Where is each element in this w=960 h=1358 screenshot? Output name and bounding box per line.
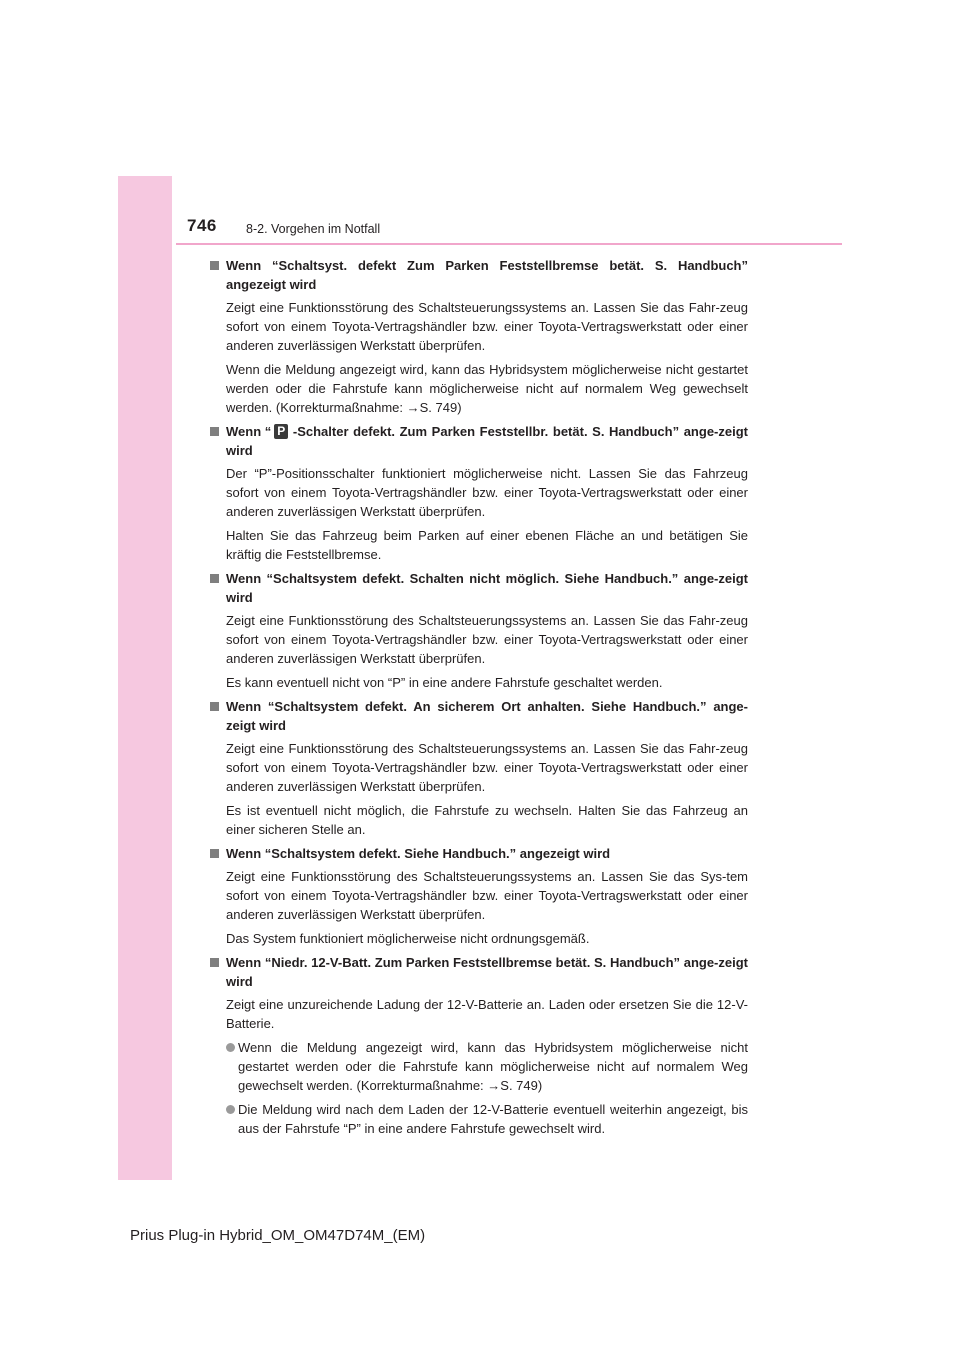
chapter-sidebar-tab — [118, 176, 172, 1180]
square-bullet-icon — [210, 261, 219, 270]
page-number: 746 — [187, 216, 217, 235]
header-divider — [176, 243, 842, 245]
round-bullet-icon — [226, 1043, 235, 1052]
page-content — [210, 256, 748, 1143]
square-bullet-icon — [210, 849, 219, 858]
paragraph: Zeigt eine Funktionsstörung des Schaltsteuerungssystems an. Lassen Sie das Sys-tem sofort von einem Toyota-Vertragshändler bzw. einer Toyota-Vertragswerkstatt oder einer anderen zuverlässigen Werkstatt überprüfen. — [226, 869, 748, 922]
paragraph: Zeigt eine unzureichende Ladung der 12-V-Batterie an. Laden oder ersetzen Sie die 12-V-Batterie. — [226, 997, 748, 1031]
list-item: Wenn die Meldung angezeigt wird, kann das Hybridsystem möglicherweise nicht gestartet werden oder die Fahrstufe kann möglicherweise nicht auf normalem Weg gewechselt werden. (Korrekturmaßnahme: →S. 749) — [226, 1038, 748, 1095]
paragraph: Es ist eventuell nicht möglich, die Fahrstufe zu wechseln. Halten Sie das Fahrzeug an einer sicheren Stelle an. — [226, 803, 748, 837]
section-stop-at-safe-place — [210, 697, 748, 839]
section-shift-system-defect — [210, 844, 748, 948]
section-title: 8-2. Vorgehen im Notfall — [246, 222, 381, 236]
footer-model-code: Prius Plug-in Hybrid_OM_OM47D74M_(EM) — [130, 1227, 426, 1244]
section-low-12v-battery — [210, 953, 748, 1138]
round-bullet-icon — [226, 1105, 235, 1114]
section-p-switch-malfunction — [210, 422, 748, 564]
list-item: Die Meldung wird nach dem Laden der 12-V-Batterie eventuell weiterhin angezeigt, bis aus der Fahrstufe “P” in eine andere Fahrstufe gewechselt wird. — [226, 1100, 748, 1138]
paragraph: Wenn die Meldung angezeigt wird, kann das Hybridsystem möglicherweise nicht gestartet werden oder die Fahrstufe kann möglicherweise nicht auf normalem Weg gewechselt werden. (Korrekturmaßnahme: →S. 749) — [226, 362, 748, 415]
square-bullet-icon — [210, 958, 219, 967]
section-heading: Wenn “ P -Schalter defekt. Zum Parken Feststellbr. betät. S. Handbuch” ange-zeigt wird — [210, 422, 748, 460]
square-bullet-icon — [210, 702, 219, 711]
paragraph: Zeigt eine Funktionsstörung des Schaltsteuerungssystems an. Lassen Sie das Fahr-zeug sofort von einem Toyota-Vertragshändler bzw. einer Toyota-Vertragswerkstatt oder einer anderen zuverlässigen Werkstatt überprüfen. — [226, 300, 748, 353]
p-position-icon: P — [274, 424, 288, 439]
section-heading: Wenn “Niedr. 12-V-Batt. Zum Parken Feststellbremse betät. S. Handbuch” ange-zeigt wird — [210, 953, 748, 991]
section-heading: Wenn “Schaltsystem defekt. Siehe Handbuch.” angezeigt wird — [210, 844, 748, 863]
paragraph: Der “P”-Positionsschalter funktioniert möglicherweise nicht. Lassen Sie das Fahrzeug sofort von einem Toyota-Vertragshändler bzw. einer Toyota-Vertragswerkstatt oder einer anderen zuverlässigen Werkstatt überprüfen. — [226, 466, 748, 519]
paragraph: Es kann eventuell nicht von “P” in eine andere Fahrstufe geschaltet werden. — [226, 675, 663, 690]
paragraph: Halten Sie das Fahrzeug beim Parken auf einer ebenen Fläche an und betätigen Sie kräftig die Feststellbremse. — [226, 528, 748, 562]
square-bullet-icon — [210, 574, 219, 583]
paragraph: Das System funktioniert möglicherweise nicht ordnungsgemäß. — [226, 931, 590, 946]
section-heading: Wenn “Schaltsyst. defekt Zum Parken Feststellbremse betät. S. Handbuch” angezeigt wird — [210, 256, 748, 294]
section-heading: Wenn “Schaltsystem defekt. Schalten nicht möglich. Siehe Handbuch.” ange-zeigt wird — [210, 569, 748, 607]
paragraph: Zeigt eine Funktionsstörung des Schaltsteuerungssystems an. Lassen Sie das Fahr-zeug sofort von einem Toyota-Vertragshändler bzw. einer Toyota-Vertragswerkstatt oder einer anderen zuverlässigen Werkstatt überprüfen. — [226, 741, 748, 794]
section-shift-not-possible — [210, 569, 748, 692]
section-shift-system-malfunction-parking-brake — [210, 256, 748, 417]
square-bullet-icon — [210, 427, 219, 436]
section-heading: Wenn “Schaltsystem defekt. An sicherem Ort anhalten. Siehe Handbuch.” ange-zeigt wird — [210, 697, 748, 735]
paragraph: Zeigt eine Funktionsstörung des Schaltsteuerungssystems an. Lassen Sie das Fahr-zeug sofort von einem Toyota-Vertragshändler bzw. einer Toyota-Vertragswerkstatt oder einer anderen zuverlässigen Werkstatt überprüfen. — [226, 613, 748, 666]
